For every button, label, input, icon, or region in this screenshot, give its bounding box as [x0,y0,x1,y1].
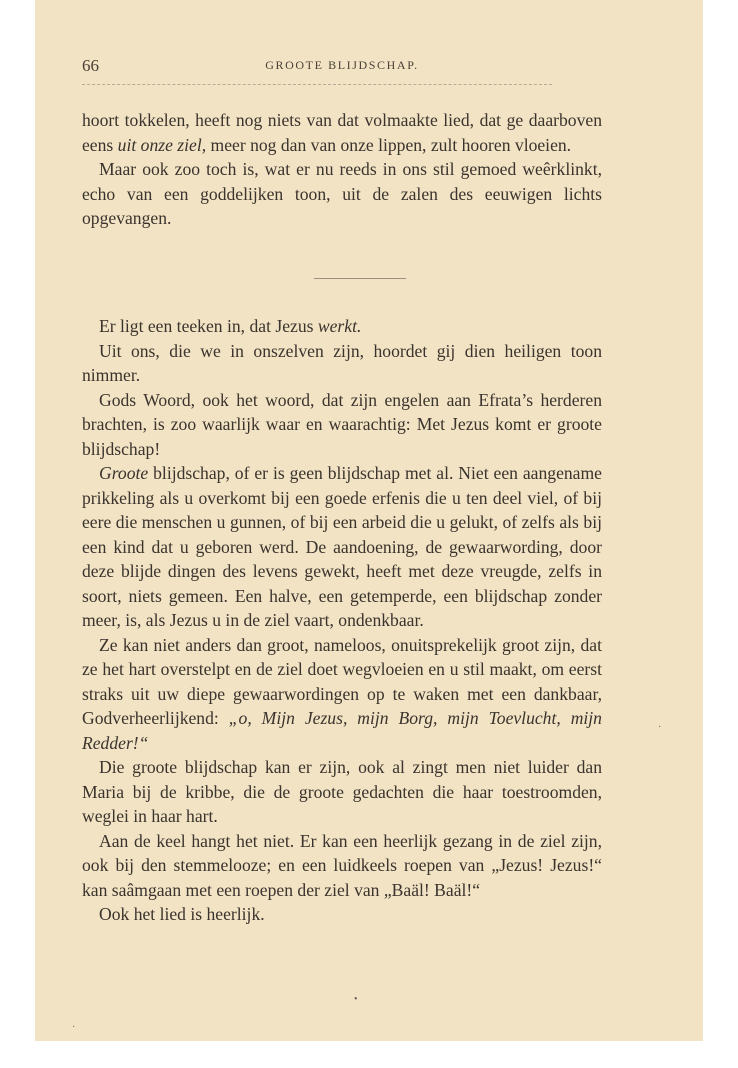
paragraph: Ook het lied is heerlijk. [99,904,265,924]
page-number: 66 [82,56,99,75]
paragraph [82,461,602,633]
paragraph [82,108,602,157]
section-separator [314,278,406,279]
page-header [82,56,602,80]
emphasis-text: uit onze ziel, [117,134,207,155]
paragraph: Aan de keel hangt het niet. Er kan een heerlijk gezang in de ziel zijn, ook bij den stemmelooze; en een luidkeels roepen van „Jezus! Jezus!“ kan saâmgaan met een roepen der ziel van „Baäl! Baäl!“ [82,830,602,900]
text-run: Ze kan niet anders dan groot, nameloos, onuitsprekelijk groot zijn, dat ze het hart overstelpt en de ziel doet wegvloeien en u stil maakt, om eerst straks uit uw diepe gewaarwordingen op te waken met een dankbaar, Godverheerlijkend: [82,634,602,728]
text-run: Er ligt een teeken in, dat Jezus [99,316,318,336]
running-title: GROOTE BLIJDSCHAP. [265,58,419,72]
ink-speck: • [354,994,358,1005]
paragraph: Die groote blijdschap kan er zijn, ook al zingt men niet luider dan Maria bij de kribbe, die de groote gedachten die haar toestroomden, weglei in haar hart. [82,757,602,826]
text-block-main [82,314,602,927]
paragraph [82,314,602,339]
emphasis-text: „o, Mijn Jezus, mijn Borg, mijn Toevlucht, mijn Redder!“ [82,708,602,753]
text-block-top [82,108,602,231]
ink-speck: · [72,1022,76,1033]
ink-speck: · [658,722,662,733]
paragraph [82,633,602,756]
text-run: meer nog dan van onze lippen, zult hooren vloeien. [206,134,572,155]
emphasis-text: Groote [99,463,149,483]
header-rule [82,84,552,85]
paragraph: Gods Woord, ook het woord, dat zijn engelen aan Efrata’s herderen brachten, is zoo waarlijk waar en waarachtig: Met Jezus komt er groote blijdschap! [82,389,602,459]
text-run: hoort tokkelen, heeft nog niets van dat volmaakte lied, dat ge daarboven eens [82,110,602,155]
paragraph: Maar ook zoo toch is, wat er nu reeds in ons stil gemoed weêrklinkt, echo van een goddelijken toon, uit de zalen des eeuwigen lichts opgevangen. [82,159,602,228]
paragraph: Uit ons, die we in onszelven zijn, hoordet gij dien heiligen toon nimmer. [82,340,602,385]
emphasis-text: werkt. [317,316,362,336]
text-run: blijdschap, of er is geen blijdschap met al. Niet een aangename prikkeling als u overkomt bij een goede erfenis die u ten deel viel, of bij eere die menschen u gunnen, of bij een arbeid die u gelukt, of zelfs als bij een kind dat u geboren werd. De aandoening, de gewaarwording, door deze blijde dingen des levens gewekt, heeft met deze vreugde, zelfs in soort, niets gemeen. Een halve, een getemperde, een blijdschap zonder meer, is, als Jezus u in de ziel vaart, ondenkbaar. [82,463,602,630]
